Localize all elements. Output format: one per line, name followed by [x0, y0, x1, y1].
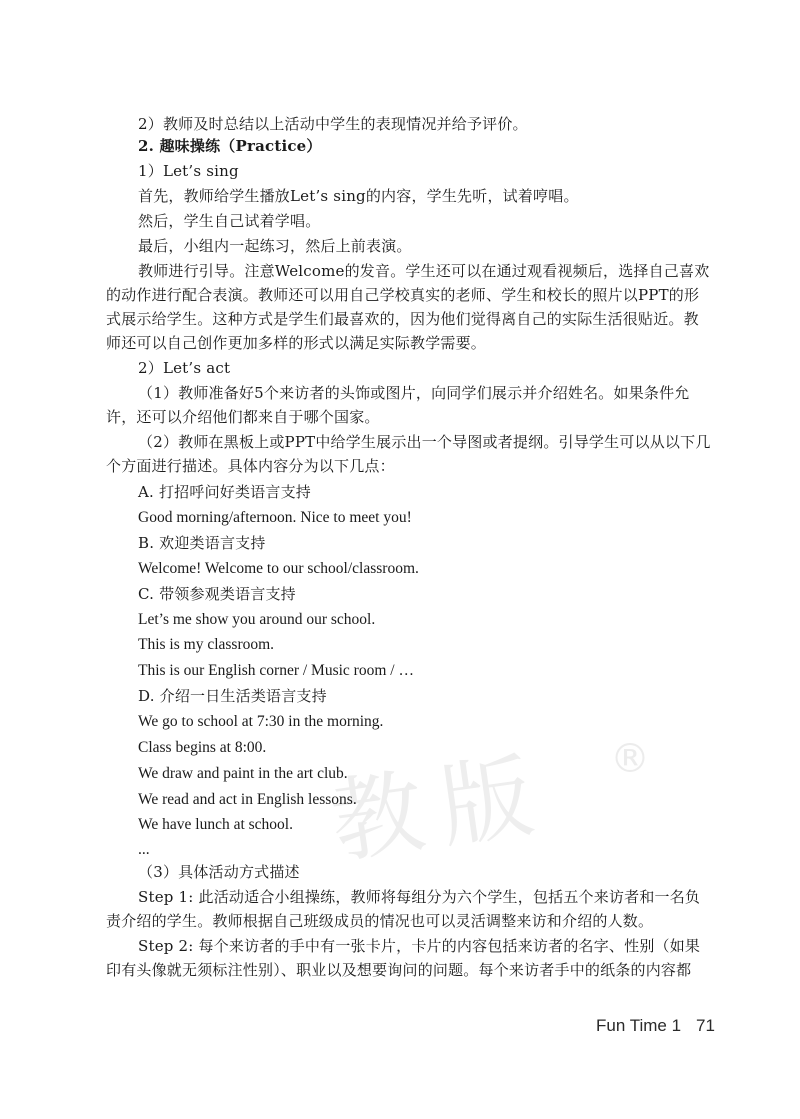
text-line: （1）教师准备好5个来访者的头饰或图片，向同学们展示并介绍姓名。如果条件允 — [138, 384, 690, 402]
example-sentence: We draw and paint in the art club. — [138, 765, 348, 782]
example-sentence: We have lunch at school. — [138, 816, 293, 833]
example-sentence: Good morning/afternoon. Nice to meet you! — [138, 509, 412, 526]
text-line: 最后，小组内一起练习，然后上前表演。 — [138, 237, 412, 255]
subsection-heading: 1）Let’s sing — [138, 162, 239, 180]
subsection-heading: 2）Let’s act — [138, 359, 231, 377]
text-line: 许，还可以介绍他们都来自于哪个国家。 — [106, 408, 380, 426]
text-line: （3）具体活动方式描述 — [138, 863, 300, 881]
page-number: 71 — [696, 1016, 715, 1035]
text-line: 然后，学生自己试着学唱。 — [138, 212, 321, 230]
text-line: 教师进行引导。注意Welcome的发音。学生还可以在通过观看视频后，选择自己喜欢 — [138, 262, 710, 280]
text-line: 师还可以自己创作更加多样的形式以满足实际教学需要。 — [106, 334, 487, 352]
example-sentence: This is my classroom. — [138, 636, 275, 653]
text-line: 式展示给学生。这种方式是学生们最喜欢的，因为他们觉得离自己的实际生活很贴近。教 — [106, 310, 699, 328]
text-line: Step 1: 此活动适合小组操练，教师将每组分为六个学生，包括五个来访者和一名负 — [138, 888, 701, 906]
example-sentence: We go to school at 7:30 in the morning. — [138, 713, 384, 730]
example-sentence: Class begins at 8:00. — [138, 739, 267, 756]
text-line: Step 2: 每个来访者的手中有一张卡片，卡片的内容包括来访者的名字、性别（如果 — [138, 937, 701, 955]
section-heading: 2. 趣味操练（Practice） — [138, 137, 322, 155]
ellipsis: ... — [138, 841, 150, 858]
list-heading: A. 打招呼问好类语言支持 — [138, 483, 311, 501]
text-line: 的动作进行配合表演。教师还可以用自己学校真实的老师、学生和校长的照片以PPT的形 — [106, 286, 700, 304]
text-line: 2）教师及时总结以上活动中学生的表现情况并给予评价。 — [138, 115, 528, 133]
text-line: 个方面进行描述。具体内容分为以下几点： — [106, 457, 395, 475]
list-heading: D. 介绍一日生活类语言支持 — [138, 687, 327, 705]
footer-section-title: Fun Time 1 — [596, 1016, 682, 1035]
watermark: 教版 — [324, 740, 558, 877]
list-heading: C. 带领参观类语言支持 — [138, 585, 296, 603]
text-line: 责介绍的学生。教师根据自己班级成员的情况也可以灵活调整来访和介绍的人数。 — [106, 912, 654, 930]
example-sentence: Let’s me show you around our school. — [138, 611, 376, 628]
example-sentence: This is our English corner / Music room / … — [138, 662, 414, 679]
registered-mark: ® — [610, 736, 650, 782]
example-sentence: Welcome! Welcome to our school/classroom. — [138, 560, 419, 577]
example-sentence: We read and act in English lessons. — [138, 791, 357, 808]
list-heading: B. 欢迎类语言支持 — [138, 534, 266, 552]
text-line: 首先，教师给学生播放Let’s sing的内容，学生先听，试着哼唱。 — [138, 187, 579, 205]
text-line: 印有头像就无须标注性别）、职业以及想要询问的问题。每个来访者手中的纸条的内容都 — [106, 961, 692, 979]
text-line: （2）教师在黑板上或PPT中给学生展示出一个导图或者提纲。引导学生可以从以下几 — [138, 433, 711, 451]
